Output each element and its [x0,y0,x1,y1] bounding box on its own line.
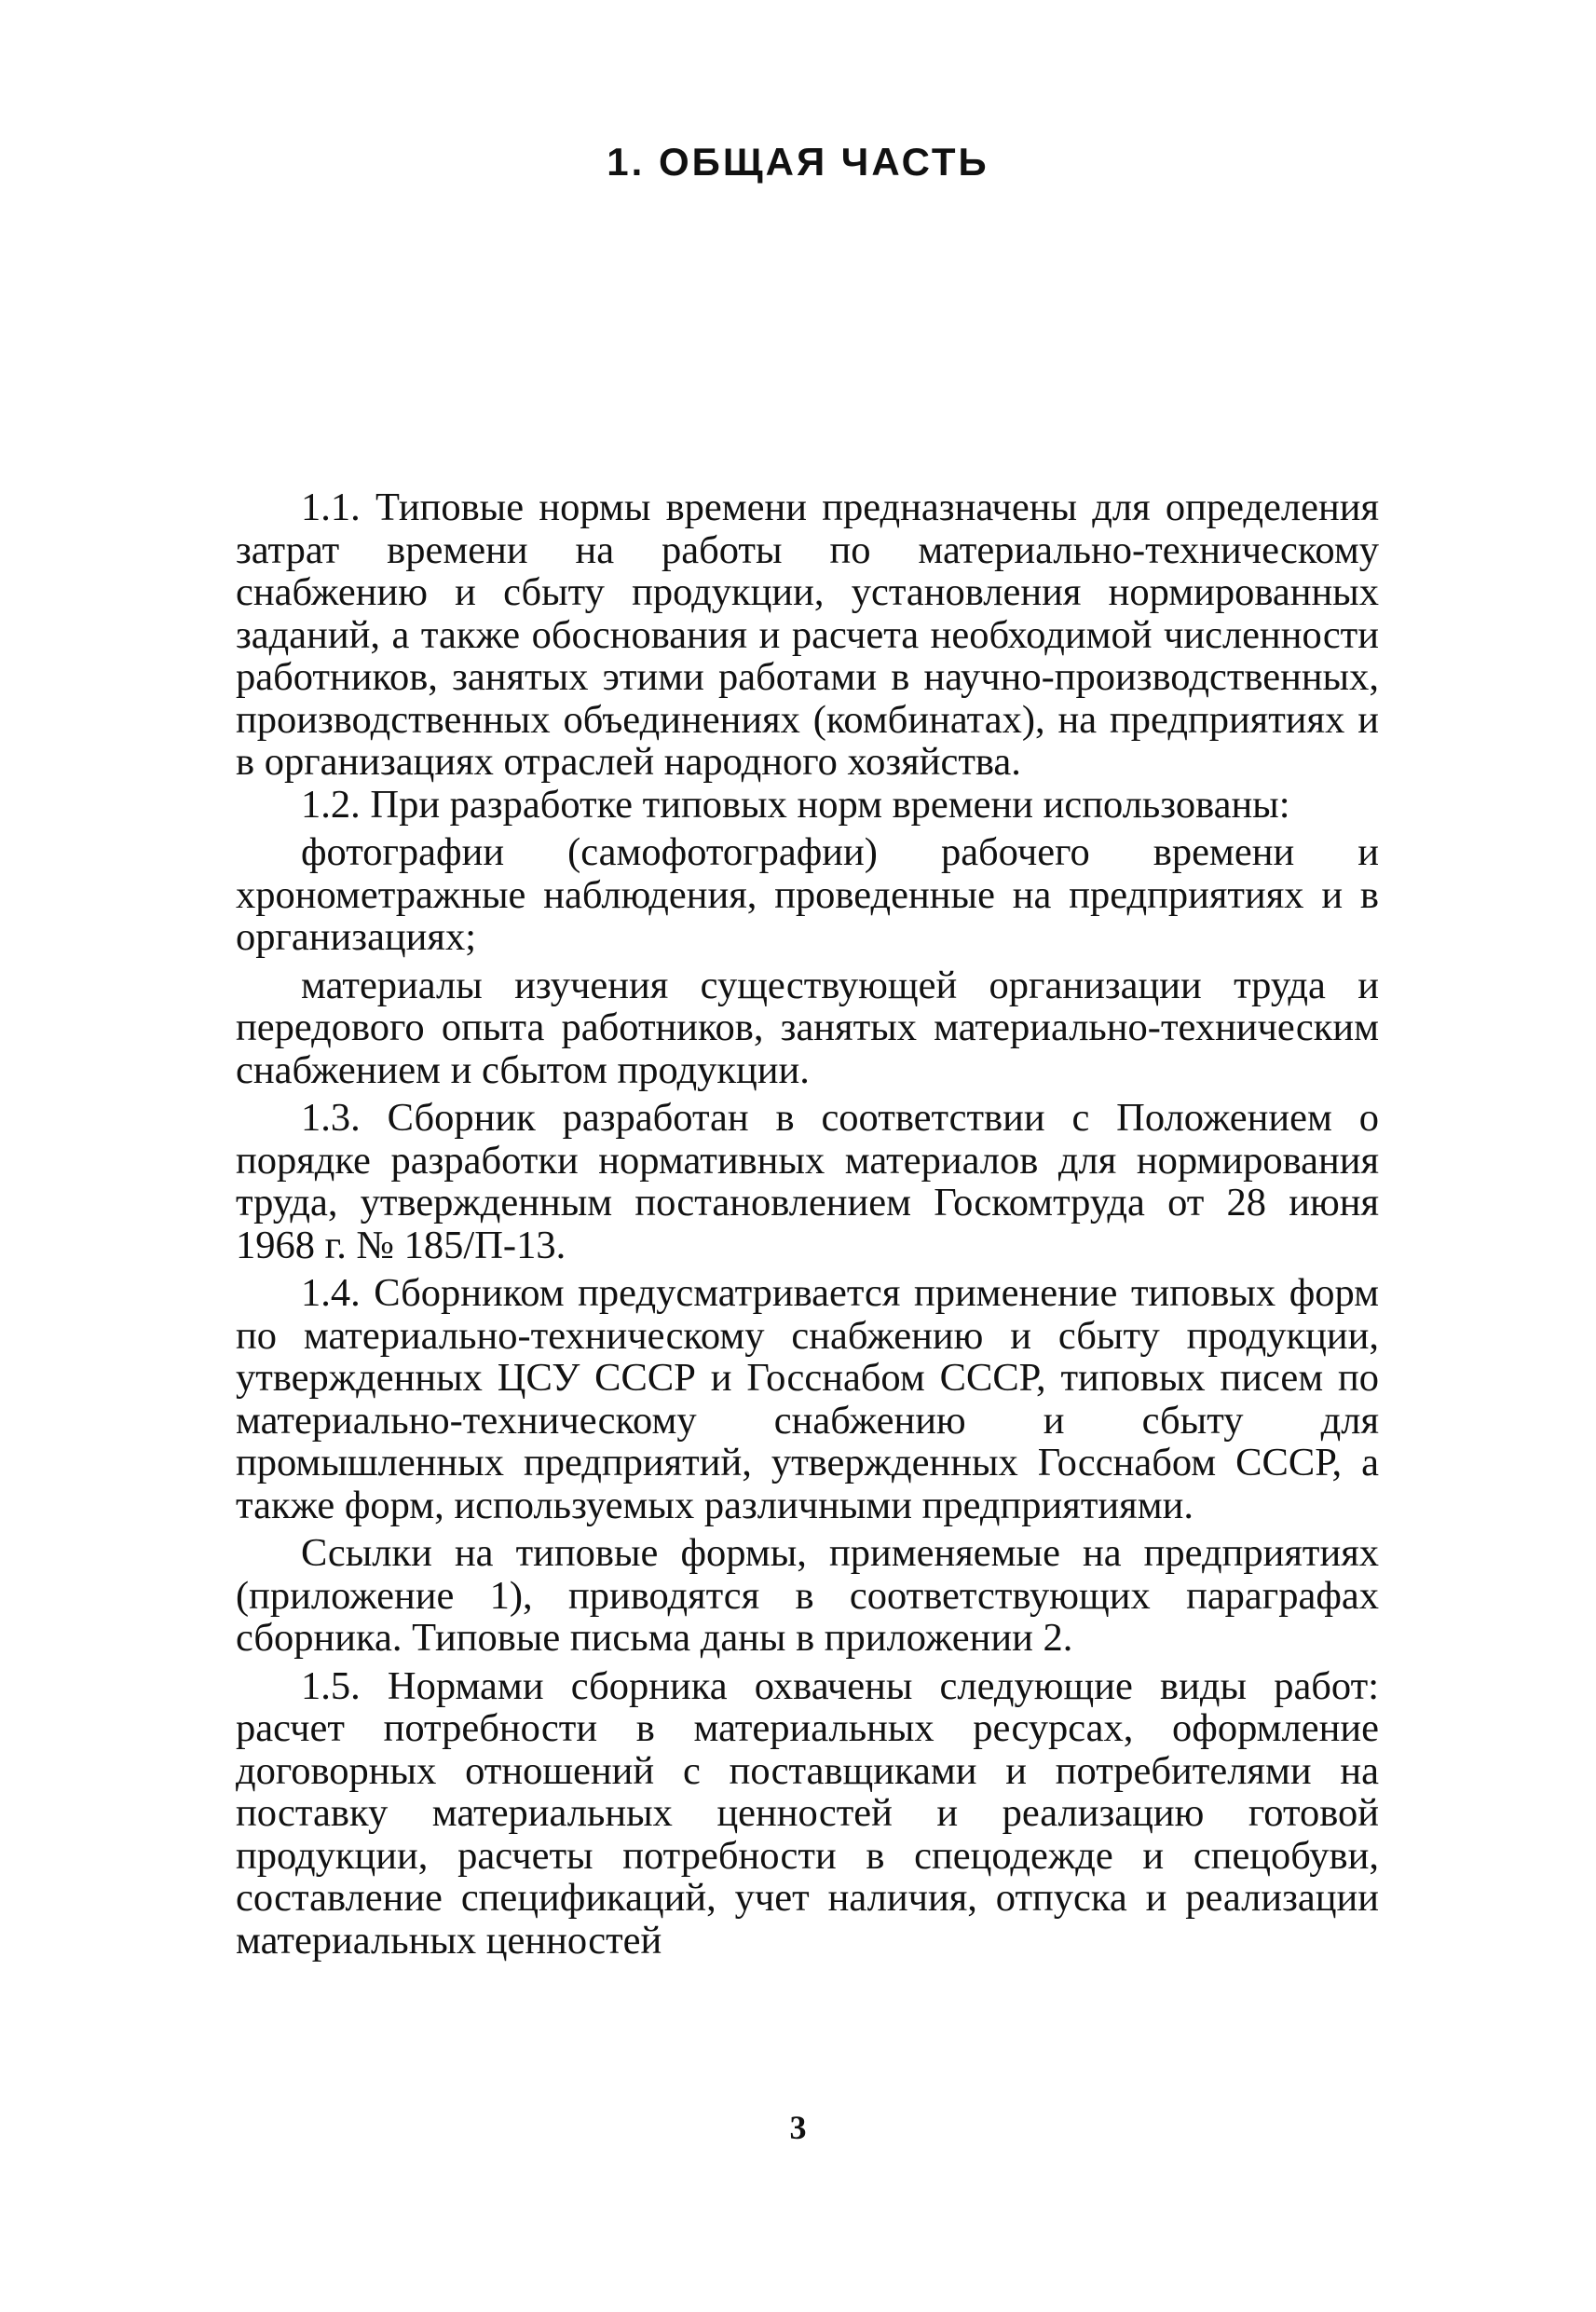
paragraph-1-4: 1.4. Сборником предусматривается применение типовых форм по материально-техническому снабжению и сбыту продукции, утвержденных ЦСУ СССР и Госснабом СССР, типовых писем по материально-техническому снабжению и сбыту для промышленных предприятий, утвержденных Госснабом СССР, а также форм, используемых различными предприятиями. [236,1271,1379,1527]
list-item-photographs: фотографии (самофотографии) рабочего времени и хронометражные наблюдения, проведенные на предприятиях и в организациях; [236,830,1379,959]
paragraph-1-2: 1.2. При разработке типовых норм времени использованы: [301,782,1290,827]
list-item-materials: материалы изучения существующей организации труда и передового опыта работников, занятых материально-техническим снабжением и сбытом продукции. [236,963,1379,1092]
paragraph-references: Ссылки на типовые формы, применяемые на предприятиях (приложение 1), приводятся в соответствующих параграфах сборника. Типовые письма даны в приложении 2. [236,1531,1379,1660]
section-title: 1. ОБЩАЯ ЧАСТЬ [607,140,989,184]
paragraph-1-3: 1.3. Сборник разработан в соответствии с Положением о порядке разработки нормативных материалов для нормирования труда, утвержденным постановлением Госкомтруда от 28 июня 1968 г. № 185/П-13. [236,1096,1379,1267]
page-number: 3 [789,2109,807,2146]
paragraph-1-5: 1.5. Нормами сборника охвачены следующие виды работ: расчет потребности в материальных ресурсах, оформление договорных отношений с поставщиками и потребителями на поставку материальных ценностей и реализацию готовой продукции, расчеты потребности в спецодежде и спецобуви, составление спецификаций, учет наличия, отпуска и реализации материальных ценностей [236,1663,1379,1963]
body-text [236,486,1379,1962]
paragraph-1-1: 1.1. Типовые нормы времени предназначены для определения затрат времени на работы по материально-техническому снабжению и сбыту продукции, установления нормированных заданий, а также обоснования и расчета необходимой численности работников, занятых этими работами в научно-производственных, производственных объединениях (комбинатах), на предприятиях и в организациях отраслей народного хозяйства. [236,486,1379,784]
